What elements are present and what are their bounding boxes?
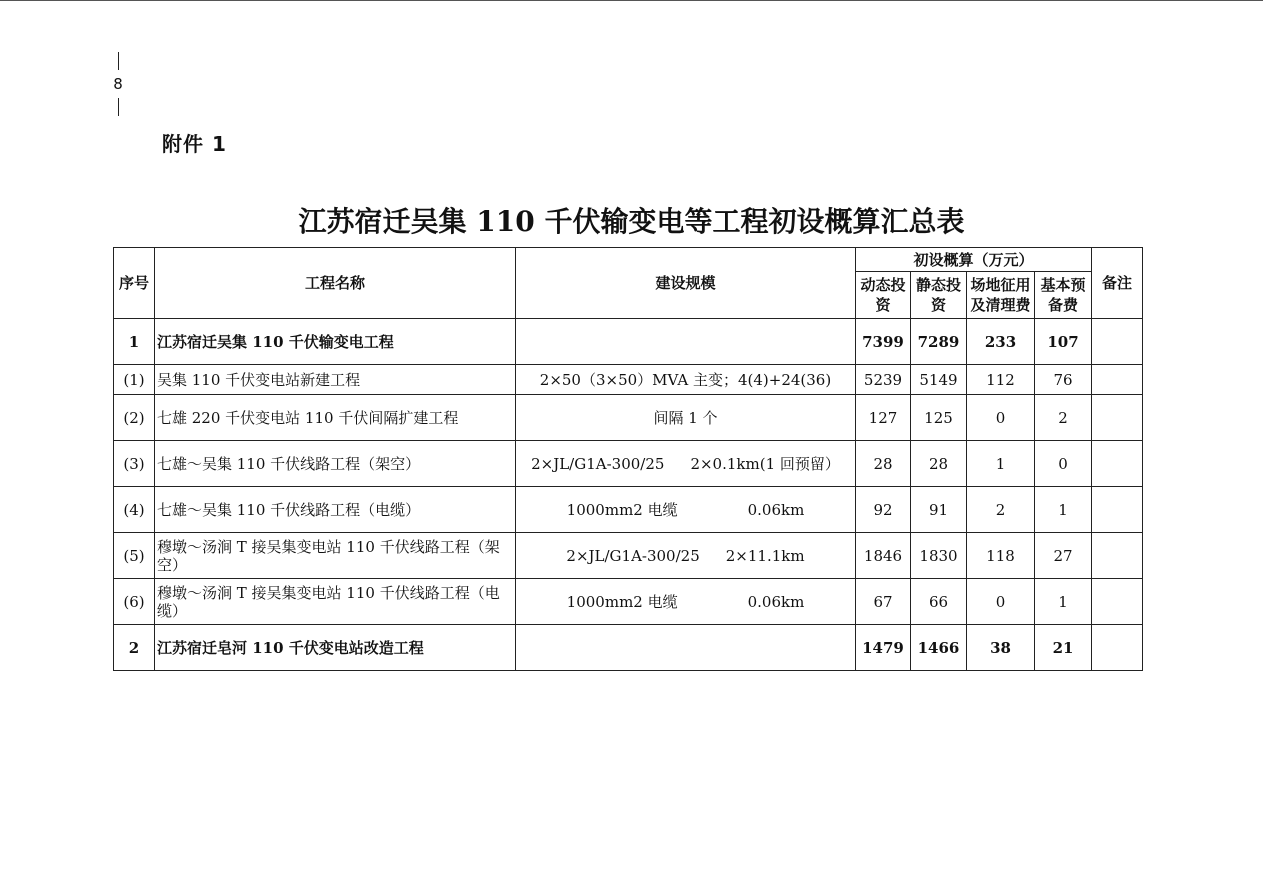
scale-text xyxy=(566,547,804,565)
page-number: 8 xyxy=(113,75,123,93)
cell-remark xyxy=(1092,395,1143,441)
cell-name: 七雄～吴集 110 千伏线路工程（架空） xyxy=(155,441,516,487)
cell-name: 七雄 220 千伏变电站 110 千伏间隔扩建工程 xyxy=(155,395,516,441)
cell-remark xyxy=(1092,441,1143,487)
cell-name: 江苏宿迁皂河 110 千伏变电站改造工程 xyxy=(155,625,516,671)
scale-length: 2×11.1km xyxy=(725,546,805,565)
cell-scale xyxy=(516,395,856,441)
estimate-summary-table xyxy=(113,247,1143,671)
cell-dynamic-investment: 5239 xyxy=(856,365,911,395)
cell-land-fee: 1 xyxy=(967,441,1035,487)
table-row xyxy=(114,579,1143,625)
document-title: 江苏宿迁吴集 110 千伏输变电等工程初设概算汇总表 xyxy=(298,205,965,238)
table-row xyxy=(114,487,1143,533)
cell-dynamic-investment: 127 xyxy=(856,395,911,441)
cell-land-fee: 2 xyxy=(967,487,1035,533)
cell-land-fee: 233 xyxy=(967,319,1035,365)
cell-land-fee: 38 xyxy=(967,625,1035,671)
cell-static-investment: 91 xyxy=(911,487,967,533)
cell-remark xyxy=(1092,625,1143,671)
top-border-line xyxy=(0,0,1263,1)
cell-basic-reserve: 0 xyxy=(1035,441,1092,487)
header-seq: 序号 xyxy=(114,248,155,319)
page-number-dash-top xyxy=(118,52,119,70)
cell-dynamic-investment: 67 xyxy=(856,579,911,625)
table-row xyxy=(114,441,1143,487)
cell-scale xyxy=(516,533,856,579)
scale-length: 0.06km xyxy=(747,593,805,611)
cell-static-investment: 7289 xyxy=(911,319,967,365)
table-row xyxy=(114,533,1143,579)
cell-dynamic-investment: 28 xyxy=(856,441,911,487)
cell-static-investment: 1830 xyxy=(911,533,967,579)
cell-name: 吴集 110 千伏变电站新建工程 xyxy=(155,365,516,395)
cell-remark xyxy=(1092,487,1143,533)
cell-basic-reserve: 1 xyxy=(1035,487,1092,533)
cell-seq: 2 xyxy=(114,625,155,671)
cell-basic-reserve: 27 xyxy=(1035,533,1092,579)
scale-length: 2×0.1km(1 回预留） xyxy=(690,455,840,473)
cell-seq: (3) xyxy=(114,441,155,487)
page-number-marker xyxy=(108,52,128,116)
cell-name: 江苏宿迁吴集 110 千伏输变电工程 xyxy=(155,319,516,365)
cell-scale xyxy=(516,625,856,671)
cell-name: 七雄～吴集 110 千伏线路工程（电缆） xyxy=(155,487,516,533)
cell-name: 穆墩～汤涧 T 接吴集变电站 110 千伏线路工程（架空） xyxy=(155,533,516,579)
cell-dynamic-investment: 7399 xyxy=(856,319,911,365)
cell-remark xyxy=(1092,533,1143,579)
cell-scale xyxy=(516,319,856,365)
cell-seq: (6) xyxy=(114,579,155,625)
cell-remark xyxy=(1092,579,1143,625)
header-estimate-group: 初设概算（万元） xyxy=(856,248,1092,272)
table-row xyxy=(114,625,1143,671)
cell-basic-reserve: 1 xyxy=(1035,579,1092,625)
cell-seq: 1 xyxy=(114,319,155,365)
cell-scale xyxy=(516,441,856,487)
cell-seq: (5) xyxy=(114,533,155,579)
cell-land-fee: 112 xyxy=(967,365,1035,395)
cell-scale xyxy=(516,487,856,533)
header-basic-reserve: 基本预备费 xyxy=(1035,272,1092,319)
cell-scale xyxy=(516,365,856,395)
cell-remark xyxy=(1092,319,1143,365)
header-remark: 备注 xyxy=(1092,248,1143,319)
scale-text xyxy=(540,369,831,390)
attachment-label: 附件 1 xyxy=(162,132,227,156)
cell-land-fee: 0 xyxy=(967,395,1035,441)
page-number-dash-bottom xyxy=(118,98,119,116)
scale-spec: 1000mm2 电缆 xyxy=(566,501,678,519)
scale-text xyxy=(567,499,805,520)
table-row xyxy=(114,365,1143,395)
header-name: 工程名称 xyxy=(155,248,516,319)
header-scale: 建设规模 xyxy=(516,248,856,319)
table-row xyxy=(114,319,1143,365)
scale-spec: 2×JL/G1A-300/25 xyxy=(566,546,700,565)
table-body xyxy=(114,319,1143,671)
cell-static-investment: 66 xyxy=(911,579,967,625)
scale-text xyxy=(653,407,717,428)
cell-static-investment: 125 xyxy=(911,395,967,441)
cell-basic-reserve: 21 xyxy=(1035,625,1092,671)
table-header-row xyxy=(114,248,1143,272)
cell-dynamic-investment: 1846 xyxy=(856,533,911,579)
cell-static-investment: 1466 xyxy=(911,625,967,671)
table-row xyxy=(114,395,1143,441)
cell-remark xyxy=(1092,365,1143,395)
header-land-fee: 场地征用及清理费 xyxy=(967,272,1035,319)
header-static-investment: 静态投资 xyxy=(911,272,967,319)
cell-static-investment: 5149 xyxy=(911,365,967,395)
cell-basic-reserve: 107 xyxy=(1035,319,1092,365)
scale-length: 0.06km xyxy=(747,501,805,519)
cell-name: 穆墩～汤涧 T 接吴集变电站 110 千伏线路工程（电缆） xyxy=(155,579,516,625)
cell-dynamic-investment: 1479 xyxy=(856,625,911,671)
cell-seq: (2) xyxy=(114,395,155,441)
cell-seq: (4) xyxy=(114,487,155,533)
header-dynamic-investment: 动态投资 xyxy=(856,272,911,319)
cell-dynamic-investment: 92 xyxy=(856,487,911,533)
scale-spec: 间隔 1 个 xyxy=(653,409,718,427)
scale-spec: 2×JL/G1A-300/25 xyxy=(531,455,665,473)
cell-land-fee: 0 xyxy=(967,579,1035,625)
scale-spec: 1000mm2 电缆 xyxy=(566,593,678,611)
scale-spec: 2×50（3×50）MVA 主变；4(4)+24(36) xyxy=(539,371,832,389)
cell-seq: (1) xyxy=(114,365,155,395)
cell-basic-reserve: 76 xyxy=(1035,365,1092,395)
scale-text xyxy=(567,591,805,612)
cell-basic-reserve: 2 xyxy=(1035,395,1092,441)
scale-text xyxy=(531,453,840,474)
cell-land-fee: 118 xyxy=(967,533,1035,579)
cell-scale xyxy=(516,579,856,625)
cell-static-investment: 28 xyxy=(911,441,967,487)
